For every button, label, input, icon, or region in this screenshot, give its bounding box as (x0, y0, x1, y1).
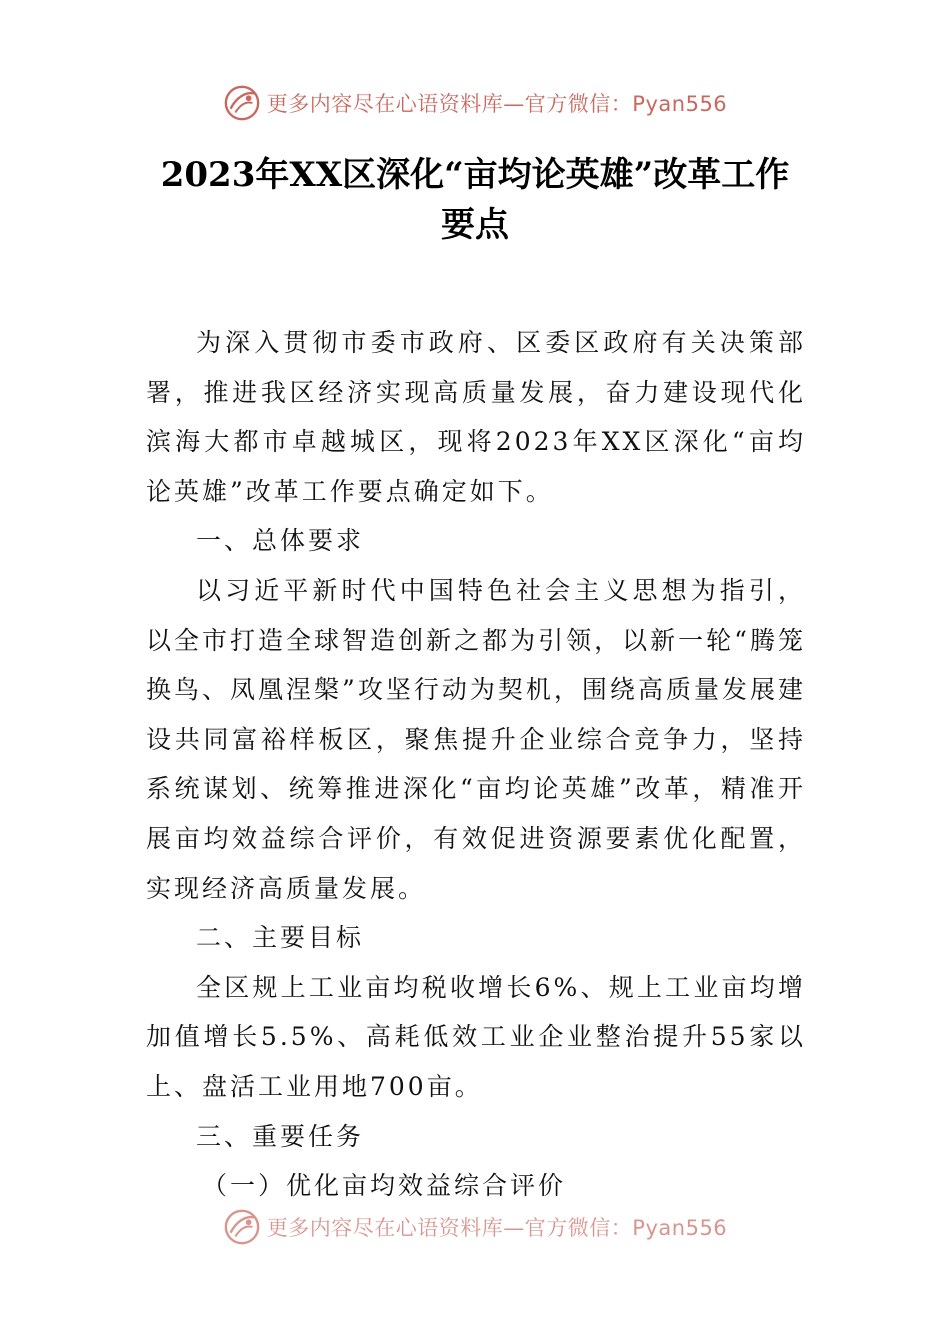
subsection-heading-evaluation: （一）优化亩均效益综合评价 (202, 1171, 567, 1201)
watermark-text: 更多内容尽在心语资料库—官方微信：Pyan556 (266, 1216, 728, 1240)
intro-paragraph: 为深入贯彻市委市政府、区委区政府有关决策部署，推进我区经济实现高质量发展，奋力建设现代化滨海大都市卓越城区，现将2023年XX区深化“亩均论英雄”改革工作要点确定如下。 (146, 328, 806, 506)
brand-logo-icon (223, 84, 261, 122)
watermark-text: 更多内容尽在心语资料库—官方微信：Pyan556 (266, 92, 728, 116)
general-requirements-paragraph: 以习近平新时代中国特色社会主义思想为指引，以全市打造全球智造创新之都为引领，以新一轮“腾笼换鸟、凤凰涅槃”攻坚行动为契机，围绕高质量发展建设共同富裕样板区，聚焦提升企业综合竞争力，坚持系统谋划、统筹推进深化“亩均论英雄”改革，精准开展亩均效益综合评价，有效促进资源要素优化配置，实现经济高质量发展。 (146, 575, 806, 903)
watermark-footer (0, 1208, 950, 1246)
main-goals-paragraph: 全区规上工业亩均税收增长6%、规上工业亩均增加值增长5.5%、高耗低效工业企业整治提升55家以上、盘活工业用地700亩。 (146, 972, 806, 1101)
document-body (146, 318, 806, 1211)
document-title: 2023年XX区深化“亩均论英雄”改革工作要点 (160, 155, 790, 245)
watermark-header (0, 84, 950, 122)
brand-logo-icon (223, 1208, 261, 1246)
section-heading-key-tasks: 三、重要任务 (196, 1121, 365, 1151)
section-heading-main-goals: 二、主要目标 (196, 923, 365, 953)
section-heading-general-requirements: 一、总体要求 (196, 526, 365, 556)
